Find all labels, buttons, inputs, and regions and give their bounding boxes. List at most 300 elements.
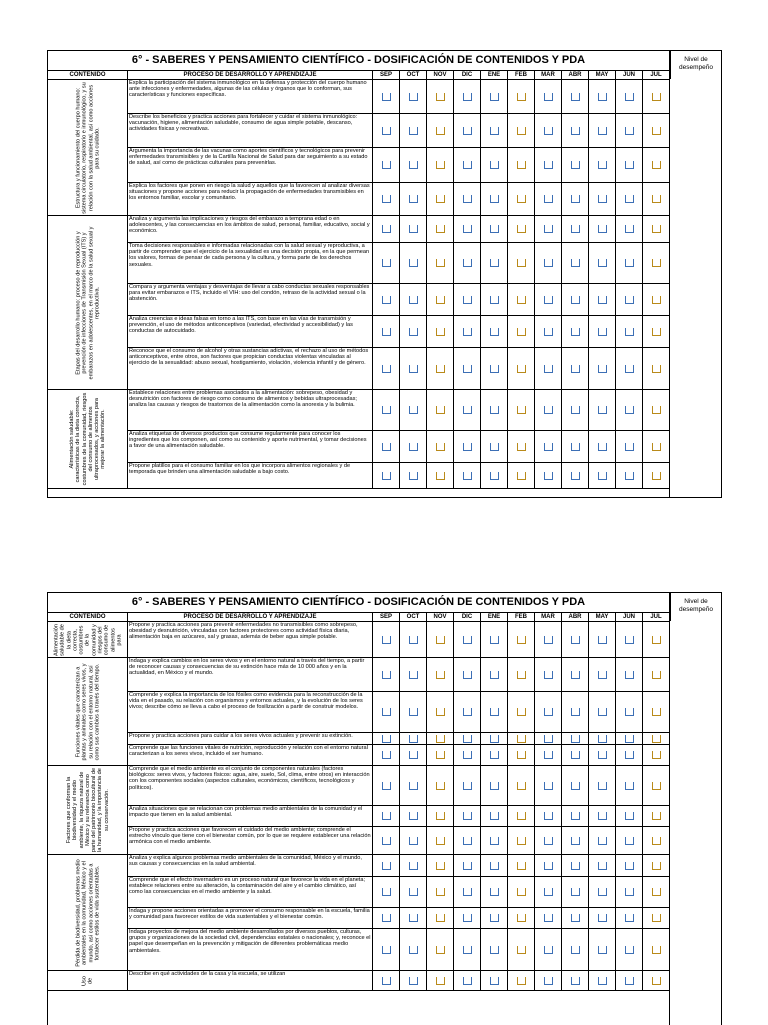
month-checkbox[interactable]: [490, 708, 499, 716]
month-checkbox[interactable]: [625, 225, 634, 233]
month-checkbox[interactable]: [517, 735, 526, 743]
month-checkbox[interactable]: [571, 812, 580, 820]
month-checkbox[interactable]: [571, 946, 580, 954]
month-checkbox[interactable]: [544, 636, 553, 644]
month-checkbox[interactable]: [652, 472, 661, 480]
month-checkbox[interactable]: [625, 812, 634, 820]
month-checkbox[interactable]: [544, 472, 553, 480]
month-checkbox[interactable]: [598, 888, 607, 896]
month-checkbox[interactable]: [490, 888, 499, 896]
month-checkbox[interactable]: [490, 296, 499, 304]
month-checkbox[interactable]: [463, 296, 472, 304]
month-checkbox[interactable]: [463, 406, 472, 414]
month-checkbox[interactable]: [517, 782, 526, 790]
month-checkbox[interactable]: [652, 751, 661, 759]
month-checkbox[interactable]: [517, 946, 526, 954]
month-checkbox[interactable]: [598, 812, 607, 820]
month-checkbox[interactable]: [490, 636, 499, 644]
month-checkbox[interactable]: [409, 862, 418, 870]
month-checkbox[interactable]: [625, 259, 634, 267]
month-checkbox[interactable]: [382, 365, 391, 373]
month-cell-jun: [616, 929, 643, 970]
month-checkbox[interactable]: [490, 812, 499, 820]
month-cell-feb: [508, 855, 535, 876]
month-checkbox[interactable]: [544, 812, 553, 820]
month-checkbox[interactable]: [436, 259, 445, 267]
month-checkbox[interactable]: [652, 946, 661, 954]
month-checkbox[interactable]: [490, 259, 499, 267]
month-checkbox[interactable]: [571, 296, 580, 304]
month-checkbox[interactable]: [436, 837, 445, 845]
month-checkbox[interactable]: [598, 751, 607, 759]
month-checkbox[interactable]: [409, 443, 418, 451]
month-checkbox[interactable]: [625, 837, 634, 845]
month-checkbox[interactable]: [598, 406, 607, 414]
month-checkbox[interactable]: [625, 296, 634, 304]
month-checkbox[interactable]: [463, 946, 472, 954]
month-checkbox[interactable]: [436, 443, 445, 451]
month-checkbox[interactable]: [598, 195, 607, 203]
month-checkbox[interactable]: [382, 888, 391, 896]
month-checkbox[interactable]: [436, 812, 445, 820]
month-checkbox[interactable]: [409, 406, 418, 414]
month-checkbox[interactable]: [490, 751, 499, 759]
month-checkbox[interactable]: [382, 782, 391, 790]
month-checkbox[interactable]: [409, 671, 418, 679]
month-checkbox[interactable]: [598, 837, 607, 845]
month-checkbox[interactable]: [382, 93, 391, 101]
month-checkbox[interactable]: [436, 472, 445, 480]
month-checkbox[interactable]: [571, 225, 580, 233]
month-checkbox[interactable]: [409, 328, 418, 336]
month-checkbox[interactable]: [625, 93, 634, 101]
month-checkbox[interactable]: [652, 161, 661, 169]
month-checkbox[interactable]: [544, 735, 553, 743]
month-checkbox[interactable]: [436, 127, 445, 135]
month-checkbox[interactable]: [517, 888, 526, 896]
month-checkbox[interactable]: [382, 443, 391, 451]
month-checkbox[interactable]: [625, 161, 634, 169]
month-checkbox[interactable]: [463, 328, 472, 336]
month-checkbox[interactable]: [544, 862, 553, 870]
month-checkbox[interactable]: [544, 837, 553, 845]
month-checkbox[interactable]: [625, 862, 634, 870]
month-checkbox[interactable]: [463, 862, 472, 870]
month-checkbox[interactable]: [517, 812, 526, 820]
month-checkbox[interactable]: [625, 365, 634, 373]
month-checkbox[interactable]: [409, 259, 418, 267]
month-checkbox[interactable]: [517, 406, 526, 414]
month-checkbox[interactable]: [544, 365, 553, 373]
month-checkbox[interactable]: [517, 296, 526, 304]
month-cell-dic: [454, 390, 481, 430]
month-checkbox[interactable]: [490, 472, 499, 480]
month-checkbox[interactable]: [490, 127, 499, 135]
month-checkbox[interactable]: [544, 93, 553, 101]
month-checkbox[interactable]: [652, 812, 661, 820]
month-checkbox[interactable]: [652, 443, 661, 451]
month-checkbox[interactable]: [598, 671, 607, 679]
month-checkbox[interactable]: [625, 636, 634, 644]
table-row: [128, 431, 669, 463]
month-checkbox[interactable]: [409, 636, 418, 644]
month-checkbox[interactable]: [571, 708, 580, 716]
month-checkbox[interactable]: [409, 93, 418, 101]
month-checkbox[interactable]: [490, 195, 499, 203]
month-checkbox[interactable]: [571, 751, 580, 759]
month-checkbox[interactable]: [652, 93, 661, 101]
month-checkbox[interactable]: [571, 365, 580, 373]
month-checkbox[interactable]: [490, 161, 499, 169]
month-checkbox[interactable]: [517, 93, 526, 101]
month-checkbox[interactable]: [436, 862, 445, 870]
month-cell-nov: [427, 827, 454, 854]
month-checkbox[interactable]: [598, 735, 607, 743]
month-checkbox[interactable]: [463, 636, 472, 644]
month-checkbox[interactable]: [463, 195, 472, 203]
month-cell-jul: [643, 971, 670, 990]
month-cell-may: [589, 692, 616, 732]
month-checkbox[interactable]: [652, 127, 661, 135]
month-checkbox[interactable]: [652, 782, 661, 790]
month-checkbox[interactable]: [517, 636, 526, 644]
month-checkbox[interactable]: [598, 914, 607, 922]
month-checkbox[interactable]: [409, 735, 418, 743]
month-checkbox[interactable]: [598, 328, 607, 336]
month-checkbox[interactable]: [436, 406, 445, 414]
month-checkbox[interactable]: [436, 671, 445, 679]
month-checkbox[interactable]: [544, 195, 553, 203]
month-checkbox[interactable]: [517, 195, 526, 203]
month-checkbox[interactable]: [652, 837, 661, 845]
month-checkbox[interactable]: [571, 93, 580, 101]
month-checkbox[interactable]: [409, 195, 418, 203]
month-checkbox[interactable]: [436, 914, 445, 922]
month-checkbox[interactable]: [598, 636, 607, 644]
month-checkbox[interactable]: [517, 127, 526, 135]
month-checkbox[interactable]: [409, 837, 418, 845]
month-checkbox[interactable]: [463, 225, 472, 233]
month-checkbox[interactable]: [544, 671, 553, 679]
month-checkbox[interactable]: [517, 161, 526, 169]
month-checkbox[interactable]: [382, 195, 391, 203]
month-checkbox[interactable]: [571, 127, 580, 135]
month-checkbox[interactable]: [598, 259, 607, 267]
month-checkbox[interactable]: [382, 837, 391, 845]
month-checkbox[interactable]: [409, 161, 418, 169]
month-cell-ene: [481, 243, 508, 283]
month-checkbox[interactable]: [490, 946, 499, 954]
month-checkbox[interactable]: [544, 914, 553, 922]
month-checkbox[interactable]: [463, 93, 472, 101]
month-checkbox[interactable]: [625, 751, 634, 759]
month-checkbox[interactable]: [625, 127, 634, 135]
month-checkbox[interactable]: [463, 127, 472, 135]
month-checkbox[interactable]: [409, 977, 418, 985]
month-checkbox[interactable]: [490, 365, 499, 373]
month-checkbox[interactable]: [463, 259, 472, 267]
month-checkbox[interactable]: [517, 328, 526, 336]
month-checkbox[interactable]: [463, 472, 472, 480]
month-checkbox[interactable]: [382, 296, 391, 304]
month-checkbox[interactable]: [463, 671, 472, 679]
month-checkbox[interactable]: [652, 365, 661, 373]
month-checkbox[interactable]: [382, 946, 391, 954]
month-checkbox[interactable]: [382, 259, 391, 267]
month-checkbox[interactable]: [598, 93, 607, 101]
month-checkbox[interactable]: [544, 259, 553, 267]
month-checkbox[interactable]: [652, 671, 661, 679]
month-checkbox[interactable]: [463, 782, 472, 790]
month-checkbox[interactable]: [544, 946, 553, 954]
month-checkbox[interactable]: [382, 472, 391, 480]
month-checkbox[interactable]: [463, 365, 472, 373]
month-checkbox[interactable]: [409, 812, 418, 820]
month-checkbox[interactable]: [409, 296, 418, 304]
month-checkbox[interactable]: [382, 161, 391, 169]
month-checkbox[interactable]: [517, 443, 526, 451]
month-checkbox[interactable]: [409, 751, 418, 759]
month-checkbox[interactable]: [625, 888, 634, 896]
month-checkbox[interactable]: [598, 365, 607, 373]
month-cell-jul: [643, 243, 670, 283]
month-checkbox[interactable]: [598, 472, 607, 480]
month-checkbox[interactable]: [382, 977, 391, 985]
month-checkbox[interactable]: [463, 837, 472, 845]
month-cell-jun: [616, 216, 643, 242]
month-checkbox[interactable]: [517, 671, 526, 679]
month-checkbox[interactable]: [517, 225, 526, 233]
month-checkbox[interactable]: [463, 888, 472, 896]
month-checkbox[interactable]: [517, 837, 526, 845]
month-checkbox[interactable]: [490, 328, 499, 336]
month-checkbox[interactable]: [598, 862, 607, 870]
month-checkbox[interactable]: [409, 365, 418, 373]
month-checkbox[interactable]: [436, 977, 445, 985]
month-checkbox[interactable]: [490, 862, 499, 870]
month-checkbox[interactable]: [490, 406, 499, 414]
month-checkbox[interactable]: [625, 472, 634, 480]
month-checkbox[interactable]: [490, 671, 499, 679]
month-checkbox[interactable]: [625, 735, 634, 743]
month-checkbox[interactable]: [598, 708, 607, 716]
month-checkbox[interactable]: [544, 708, 553, 716]
month-checkbox[interactable]: [382, 636, 391, 644]
month-checkbox[interactable]: [463, 812, 472, 820]
month-checkbox[interactable]: [544, 751, 553, 759]
month-checkbox[interactable]: [571, 782, 580, 790]
month-checkbox[interactable]: [409, 708, 418, 716]
month-checkbox[interactable]: [652, 328, 661, 336]
month-checkbox[interactable]: [598, 127, 607, 135]
month-checkbox[interactable]: [490, 977, 499, 985]
month-checkbox[interactable]: [571, 671, 580, 679]
month-checkbox[interactable]: [571, 977, 580, 985]
month-checkbox[interactable]: [436, 751, 445, 759]
month-checkbox[interactable]: [517, 751, 526, 759]
month-checkbox[interactable]: [490, 735, 499, 743]
month-checkbox[interactable]: [382, 671, 391, 679]
month-checkbox[interactable]: [517, 259, 526, 267]
month-checkbox[interactable]: [436, 946, 445, 954]
month-checkbox[interactable]: [382, 708, 391, 716]
pda-text: Analiza y argumenta las implicaciones y riesgos del embarazo a temprana edad o en adolescentes, y las consecuencias en los ámbitos de salud, personal, familiar, educativo, social y económico.: [128, 216, 373, 242]
month-checkbox[interactable]: [544, 782, 553, 790]
month-checkbox[interactable]: [571, 443, 580, 451]
month-cell-mar: [535, 827, 562, 854]
month-checkbox[interactable]: [517, 365, 526, 373]
month-checkbox[interactable]: [382, 225, 391, 233]
month-checkbox[interactable]: [436, 782, 445, 790]
month-checkbox[interactable]: [652, 735, 661, 743]
month-header-ene: ENE: [481, 71, 508, 80]
month-checkbox[interactable]: [382, 406, 391, 414]
contenido-text: Factores que conforman la biodiversidad y el medio ambiente, la riqueza natural de México y su relevancia como parte del patrimonio biocultural de la humanidad, y la importancia de su conservación.: [65, 767, 110, 853]
month-checkbox[interactable]: [652, 406, 661, 414]
month-checkbox[interactable]: [652, 195, 661, 203]
month-cell-dic: [454, 658, 481, 691]
month-checkbox[interactable]: [517, 708, 526, 716]
month-checkbox[interactable]: [625, 328, 634, 336]
month-checkbox[interactable]: [571, 161, 580, 169]
month-checkbox[interactable]: [436, 328, 445, 336]
month-cell-oct: [400, 733, 427, 744]
month-checkbox[interactable]: [463, 443, 472, 451]
month-checkbox[interactable]: [382, 735, 391, 743]
month-cell-nov: [427, 733, 454, 744]
month-checkbox[interactable]: [625, 671, 634, 679]
month-checkbox[interactable]: [382, 328, 391, 336]
month-checkbox[interactable]: [436, 888, 445, 896]
month-checkbox[interactable]: [409, 946, 418, 954]
month-cell-nov: [427, 316, 454, 347]
month-checkbox[interactable]: [598, 782, 607, 790]
month-cell-mar: [535, 766, 562, 805]
month-checkbox[interactable]: [382, 127, 391, 135]
month-checkbox[interactable]: [652, 862, 661, 870]
month-checkbox[interactable]: [544, 328, 553, 336]
month-checkbox[interactable]: [625, 977, 634, 985]
month-checkbox[interactable]: [598, 443, 607, 451]
month-checkbox[interactable]: [544, 161, 553, 169]
month-checkbox[interactable]: [409, 914, 418, 922]
month-checkbox[interactable]: [436, 636, 445, 644]
month-checkbox[interactable]: [463, 735, 472, 743]
month-checkbox[interactable]: [625, 406, 634, 414]
month-checkbox[interactable]: [598, 161, 607, 169]
month-checkbox[interactable]: [544, 406, 553, 414]
month-checkbox[interactable]: [544, 225, 553, 233]
month-cell-oct: [400, 284, 427, 315]
month-cell-feb: [508, 929, 535, 970]
month-checkbox[interactable]: [436, 296, 445, 304]
month-checkbox[interactable]: [544, 296, 553, 304]
month-checkbox[interactable]: [490, 225, 499, 233]
month-checkbox[interactable]: [490, 914, 499, 922]
month-checkbox[interactable]: [598, 946, 607, 954]
month-checkbox[interactable]: [517, 862, 526, 870]
month-checkbox[interactable]: [436, 93, 445, 101]
month-checkbox[interactable]: [625, 914, 634, 922]
month-checkbox[interactable]: [571, 636, 580, 644]
month-checkbox[interactable]: [382, 812, 391, 820]
month-checkbox[interactable]: [463, 977, 472, 985]
month-checkbox[interactable]: [463, 914, 472, 922]
month-checkbox[interactable]: [544, 127, 553, 135]
month-checkbox[interactable]: [598, 225, 607, 233]
month-checkbox[interactable]: [652, 296, 661, 304]
month-checkbox[interactable]: [571, 195, 580, 203]
month-checkbox[interactable]: [625, 443, 634, 451]
month-checkbox[interactable]: [571, 914, 580, 922]
month-checkbox[interactable]: [571, 888, 580, 896]
month-checkbox[interactable]: [652, 225, 661, 233]
month-checkbox[interactable]: [652, 914, 661, 922]
month-checkbox[interactable]: [490, 93, 499, 101]
month-checkbox[interactable]: [463, 751, 472, 759]
month-cell-dic: [454, 622, 481, 657]
month-checkbox[interactable]: [652, 708, 661, 716]
month-checkbox[interactable]: [436, 225, 445, 233]
month-checkbox[interactable]: [436, 735, 445, 743]
month-checkbox[interactable]: [571, 862, 580, 870]
month-checkbox[interactable]: [598, 977, 607, 985]
month-checkbox[interactable]: [409, 127, 418, 135]
month-checkbox[interactable]: [490, 443, 499, 451]
month-checkbox[interactable]: [463, 708, 472, 716]
month-checkbox[interactable]: [652, 636, 661, 644]
table-row: [128, 284, 669, 316]
month-checkbox[interactable]: [517, 977, 526, 985]
month-cell-feb: [508, 243, 535, 283]
month-checkbox[interactable]: [409, 472, 418, 480]
month-checkbox[interactable]: [571, 837, 580, 845]
month-checkbox[interactable]: [625, 195, 634, 203]
month-checkbox[interactable]: [571, 328, 580, 336]
month-checkbox[interactable]: [382, 862, 391, 870]
month-checkbox[interactable]: [436, 195, 445, 203]
month-cell-may: [589, 390, 616, 430]
month-checkbox[interactable]: [652, 977, 661, 985]
month-checkbox[interactable]: [625, 708, 634, 716]
month-checkbox[interactable]: [517, 914, 526, 922]
month-checkbox[interactable]: [652, 888, 661, 896]
month-checkbox[interactable]: [571, 259, 580, 267]
month-checkbox[interactable]: [571, 472, 580, 480]
month-checkbox[interactable]: [490, 837, 499, 845]
month-checkbox[interactable]: [409, 888, 418, 896]
month-checkbox[interactable]: [571, 406, 580, 414]
month-checkbox[interactable]: [382, 914, 391, 922]
month-checkbox[interactable]: [544, 443, 553, 451]
month-checkbox[interactable]: [544, 977, 553, 985]
month-checkbox[interactable]: [598, 296, 607, 304]
month-checkbox[interactable]: [436, 161, 445, 169]
month-checkbox[interactable]: [409, 225, 418, 233]
month-checkbox[interactable]: [409, 782, 418, 790]
month-checkbox[interactable]: [544, 888, 553, 896]
month-checkbox[interactable]: [652, 259, 661, 267]
month-checkbox[interactable]: [625, 946, 634, 954]
month-checkbox[interactable]: [463, 161, 472, 169]
month-checkbox[interactable]: [517, 472, 526, 480]
month-checkbox[interactable]: [436, 365, 445, 373]
month-checkbox[interactable]: [436, 708, 445, 716]
month-checkbox[interactable]: [382, 751, 391, 759]
month-checkbox[interactable]: [490, 782, 499, 790]
month-checkbox[interactable]: [625, 782, 634, 790]
month-checkbox[interactable]: [571, 735, 580, 743]
